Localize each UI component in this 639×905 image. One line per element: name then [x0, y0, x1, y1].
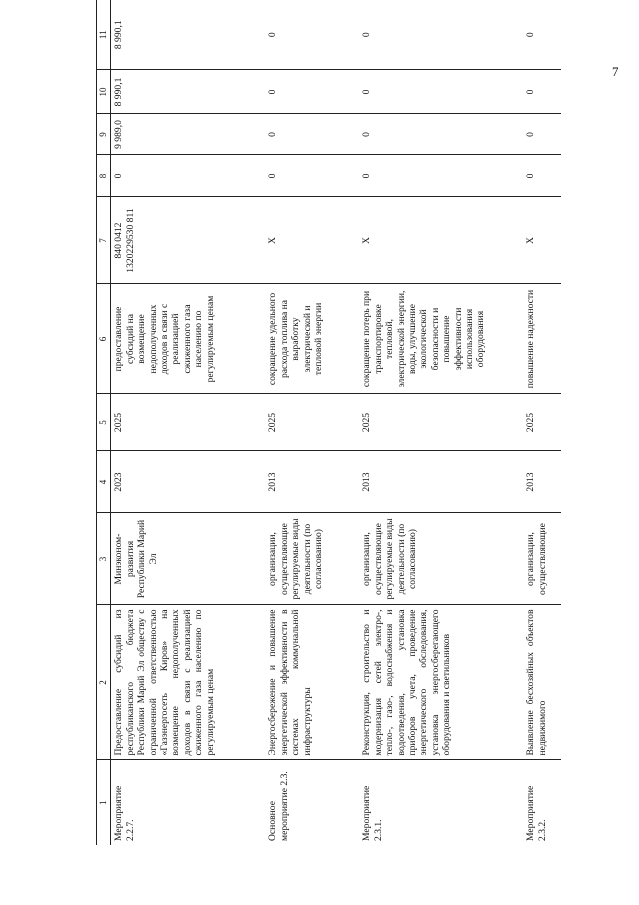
- table-row: [111, 0, 266, 845]
- cell-value-8: 0: [265, 155, 359, 197]
- cell-executor: организации, осуществляющие регулируемые виды деятельности (по согласованию): [359, 513, 523, 605]
- cell-measure-code: Мероприятие 2.3.2.: [525, 785, 548, 841]
- cell-expected-result: повышение надежности: [523, 284, 561, 394]
- cell-value-8: 0: [523, 155, 561, 197]
- cell-start-year: 2023: [111, 451, 266, 513]
- cell-value-9: 0: [523, 114, 561, 155]
- cell-budget-code: Х: [265, 197, 359, 284]
- cell-value-10: 8 990,1: [111, 70, 266, 114]
- cell-expected-result: предоставление субсидий на возмещение недополученных доходов в связи с реализацией сжиженного газа населению по регулируемым ценам: [111, 284, 266, 394]
- header-cell: 1: [97, 760, 111, 845]
- cell-value-9: 9 989,0: [111, 114, 266, 155]
- header-cell: 4: [97, 451, 111, 513]
- cell-end-year: 2025: [359, 394, 523, 451]
- cell-value-11: 8 990,1: [111, 0, 266, 70]
- cell-budget-code: Х: [523, 197, 561, 284]
- cell-end-year: 2025: [111, 394, 266, 451]
- program-table: [96, 0, 561, 845]
- cell-executor: Минэконом-развития Республики Марий Эл: [111, 513, 266, 605]
- header-cell: 5: [97, 394, 111, 451]
- header-cell: 6: [97, 284, 111, 394]
- header-cell: 11: [97, 0, 111, 70]
- cell-value-8: 0: [359, 155, 523, 197]
- cell-end-year: 2025: [523, 394, 561, 451]
- header-cell: 10: [97, 70, 111, 114]
- cell-start-year: 2013: [265, 451, 359, 513]
- cell-measure-name: Реконструкция, строительство и модернизация сетей электро-, тепло-, газо-, водоснабжения и водоотведения, установка приборов учета, проведение энергетического обследования, установка энергосберегающего оборудования и светильников: [359, 605, 523, 760]
- cell-executor: организации, осуществляющие: [523, 513, 561, 605]
- cell-expected-result: сокращение удельного расхода топлива на выработку электрической и тепловой энергии: [265, 284, 359, 394]
- header-row: [97, 0, 111, 845]
- cell-start-year: 2013: [523, 451, 561, 513]
- cell-expected-result: сокращение потерь при транспортировке тепловой, электрической энергии, воды, улучшение экологической безопасности и повышение эффективности использования оборудования: [359, 284, 523, 394]
- header-cell: 3: [97, 513, 111, 605]
- cell-value-11: 0: [523, 0, 561, 70]
- cell-end-year: 2025: [265, 394, 359, 451]
- cell-budget-code: 840 0412 1320229530 811: [111, 197, 266, 284]
- cell-executor: организации, осуществляющие регулируемые виды деятельности (по согласованию): [265, 513, 359, 605]
- table-row: [359, 0, 523, 845]
- cell-value-11: 0: [265, 0, 359, 70]
- cell-value-9: 0: [265, 114, 359, 155]
- cell-value-8: 0: [111, 155, 266, 197]
- cell-measure-name: Предоставление субсидий из республиканского бюджета Республики Марий Эл обществу с ограниченной ответственностью «Газэнергосеть Киров» на возмещение недополученных доходов в связи с реализацией сжиженного газа населению по регулируемым ценам: [111, 605, 266, 760]
- rotated-table-container: [96, 0, 631, 845]
- cell-start-year: 2013: [359, 451, 523, 513]
- header-cell: 2: [97, 605, 111, 760]
- cell-value-11: 0: [359, 0, 523, 70]
- cell-measure-name: Энергосбережение и повышение энергетической эффективности в системах коммунальной инфраструктуры: [265, 605, 359, 760]
- cell-value-10: 0: [523, 70, 561, 114]
- page-number: 7: [612, 64, 619, 79]
- cell-measure-name: Выявление бесхозяйных объектов недвижимого: [523, 605, 561, 760]
- cell-measure-code: Основное мероприятие 2.3.: [267, 771, 290, 841]
- cell-measure-code: Мероприятие 2.3.1.: [361, 785, 384, 841]
- cell-measure-code: Мероприятие 2.2.7.: [113, 785, 136, 841]
- header-cell: 8: [97, 155, 111, 197]
- table-row: [523, 0, 561, 845]
- header-cell: 9: [97, 114, 111, 155]
- cell-value-10: 0: [359, 70, 523, 114]
- cell-value-9: 0: [359, 114, 523, 155]
- cell-budget-code: Х: [359, 197, 523, 284]
- table-row: [265, 0, 359, 845]
- header-cell: 7: [97, 197, 111, 284]
- cell-value-10: 0: [265, 70, 359, 114]
